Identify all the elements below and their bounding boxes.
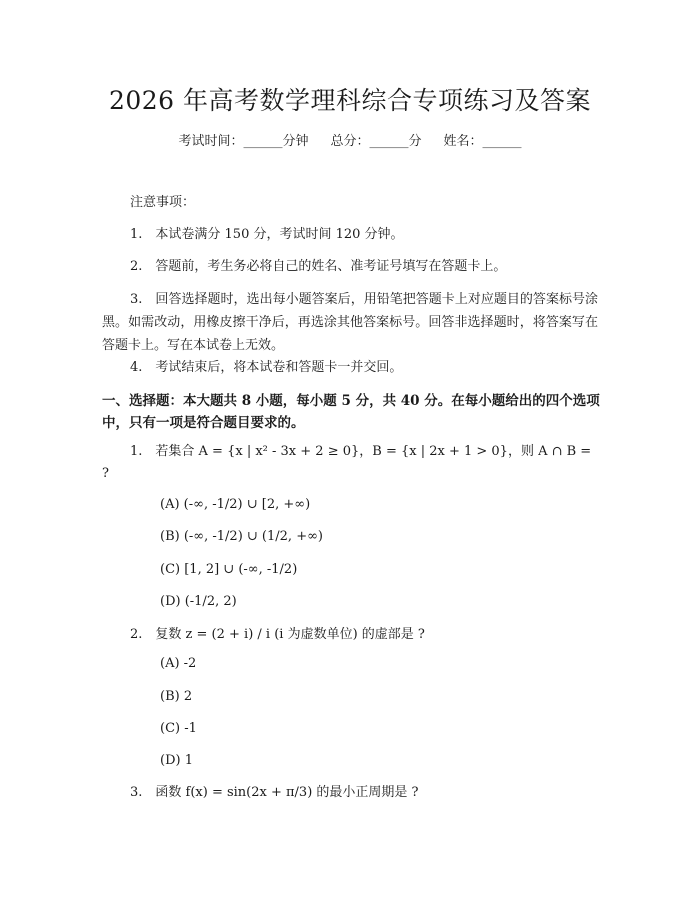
notice-item-3: 3. 回答选择题时，选出每小题答案后，用铅笔把答题卡上对应题目的答案标号涂黑。如需改动，用橡皮擦干净后，再选涂其他答案标号。回答非选择题时，将答案写在答题卡上。写在本试卷上无效。 [102,292,598,353]
question-2-option-a: (A) -2 [160,656,197,671]
page-title: 2026 年高考数学理科综合专项练习及答案 [108,86,592,115]
notice-item-1: 1. 本试卷满分 150 分，考试时间 120 分钟。 [130,227,404,242]
notice-item-4: 4. 考试结束后，将本试卷和答题卡一并交回。 [130,360,403,375]
notice-item-2: 2. 答题前，考生务必将自己的姓名、准考证号填写在答题卡上。 [130,259,507,274]
question-1-option-b: (B) (-∞, -1/2) ∪ (1/2, +∞) [160,529,323,544]
question-1-option-a: (A) (-∞, -1/2) ∪ [2, +∞) [160,497,311,512]
question-2-stem: 2. 复数 z = (2 + i) / i (i 为虚数单位) 的虚部是 ? [130,627,425,642]
question-1-option-d: (D) (-1/2, 2) [160,594,237,609]
exam-meta [0,133,700,151]
name-label: 姓名：______ [443,134,522,149]
section-heading-choice: 一、选择题：本大题共 8 小题，每小题 5 分，共 40 分。在每小题给出的四个选项中，只有一项是符合题目要求的。 [102,393,600,431]
question-2-option-d: (D) 1 [160,753,193,768]
score-label: 总分：______分 [330,134,422,149]
question-3-stem: 3. 函数 f(x) = sin(2x + π/3) 的最小正周期是 ? [130,785,419,800]
question-1-option-c: (C) [1, 2] ∪ (-∞, -1/2) [160,562,298,577]
time-label: 考试时间：______分钟 [178,134,309,149]
question-1-stem: 1. 若集合 A = {x | x² - 3x + 2 ≥ 0}，B = {x | 2x + 1 > 0}，则 A ∩ B = ? [102,444,592,481]
question-2-option-b: (B) 2 [160,689,193,704]
question-2-option-c: (C) -1 [160,721,197,736]
notice-heading: 注意事项： [130,195,196,210]
